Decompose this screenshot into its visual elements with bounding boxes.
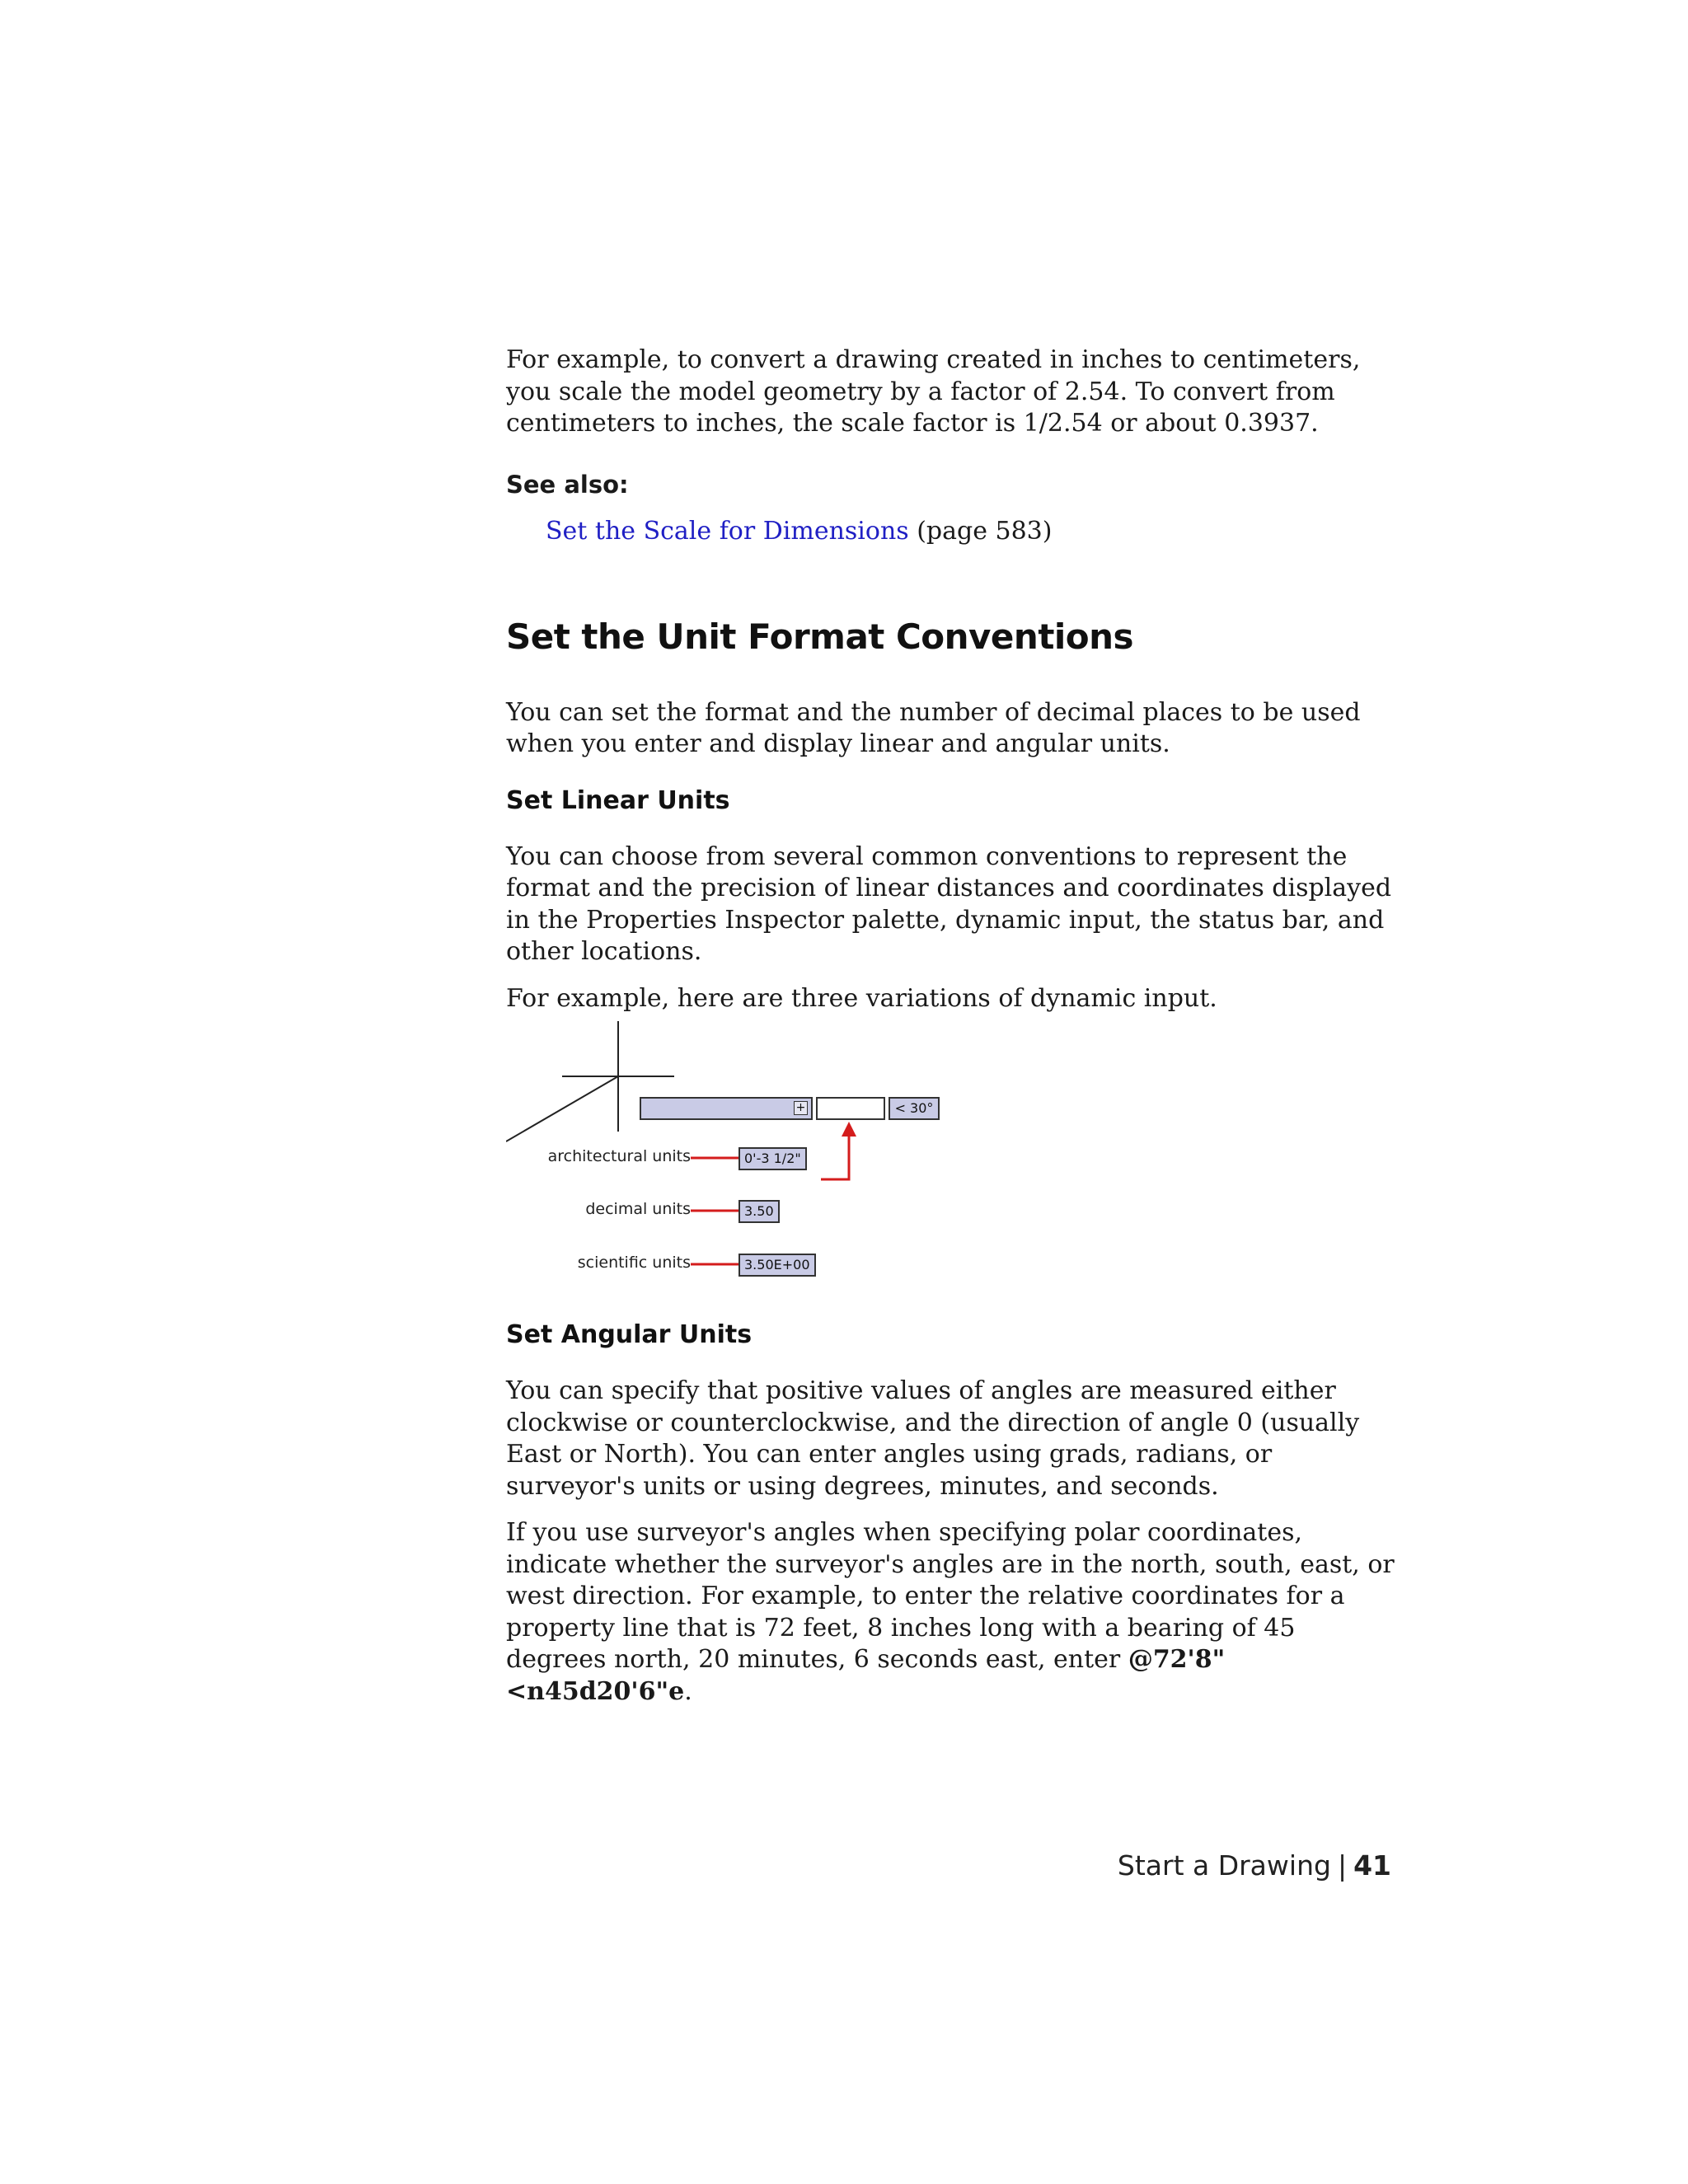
section-intro: You can set the format and the number of decimal places to be used when you enter and display linear and angular units.: [506, 697, 1361, 758]
decimal-units-value: 3.50: [738, 1200, 780, 1223]
pointer-arrow-head: [842, 1122, 856, 1137]
plus-icon: +: [794, 1101, 808, 1115]
footer-chapter-title: Start a Drawing: [1117, 1849, 1331, 1882]
dynamic-input-figure: [506, 1021, 1396, 1301]
angular-units-heading: Set Angular Units: [506, 1320, 753, 1349]
see-also-link[interactable]: Set the Scale for Dimensions: [546, 516, 909, 546]
surveyor-example-code: @72'8"<n45d20'6"e: [506, 1645, 1226, 1706]
scientific-units-label: scientific units: [577, 1254, 691, 1272]
scientific-units-value: 3.50E+00: [738, 1254, 816, 1277]
linear-units-paragraph: You can choose from several common conventions to represent the format and the precision of linear distances and coordinates displayed in the Properties Inspector palette, dynamic input, the status bar, and other locations.: [506, 841, 1392, 966]
pointer-arrow-line: [821, 1135, 849, 1179]
distance-input-box: [816, 1097, 885, 1120]
intro-paragraph: For example, to convert a drawing created in inches to centimeters, you scale the model geometry by a factor of 2.54. To convert from centimeters to inches, the scale factor is 1/2.54 or about 0.3937.: [506, 345, 1361, 438]
rubberband-line: [506, 1076, 618, 1141]
see-also-page-ref: (page 583): [917, 516, 1053, 546]
footer-separator: |: [1337, 1849, 1348, 1882]
linear-units-example-intro: For example, here are three variations of dynamic input.: [506, 983, 1217, 1013]
dynamic-input-bar: [640, 1097, 813, 1120]
decimal-units-label: decimal units: [585, 1200, 691, 1218]
see-also-label: See also:: [506, 470, 629, 499]
architectural-units-value: 0'-3 1/2": [738, 1147, 807, 1170]
surveyor-text-after: .: [684, 1676, 692, 1706]
architectural-units-label: architectural units: [547, 1147, 691, 1165]
page-footer: [1118, 1849, 1391, 1882]
angular-units-paragraph: You can specify that positive values of angles are measured either clockwise or counterclockwise, and the direction of angle 0 (usually East or North). You can enter angles using grads, radians, or surveyor's units or using degrees, minutes, and seconds.: [506, 1376, 1360, 1501]
footer-page-number: 41: [1353, 1849, 1391, 1882]
linear-units-heading: Set Linear Units: [506, 785, 730, 815]
surveyor-angles-paragraph: [506, 1517, 1396, 1708]
angle-tooltip: < 30°: [889, 1097, 940, 1120]
surveyor-text-before: If you use surveyor's angles when specifying polar coordinates, indicate whether the surveyor's angles are in the north, south, east, or west direction. For example, to enter the relative coordinates for a property line that is 72 feet, 8 inches long with a bearing of 45 degrees north, 20 minutes, 6 seconds east, enter: [506, 1518, 1395, 1674]
section-title: Set the Unit Format Conventions: [506, 616, 1134, 657]
page-content: [506, 344, 1396, 1708]
see-also-entry: [546, 516, 1396, 547]
